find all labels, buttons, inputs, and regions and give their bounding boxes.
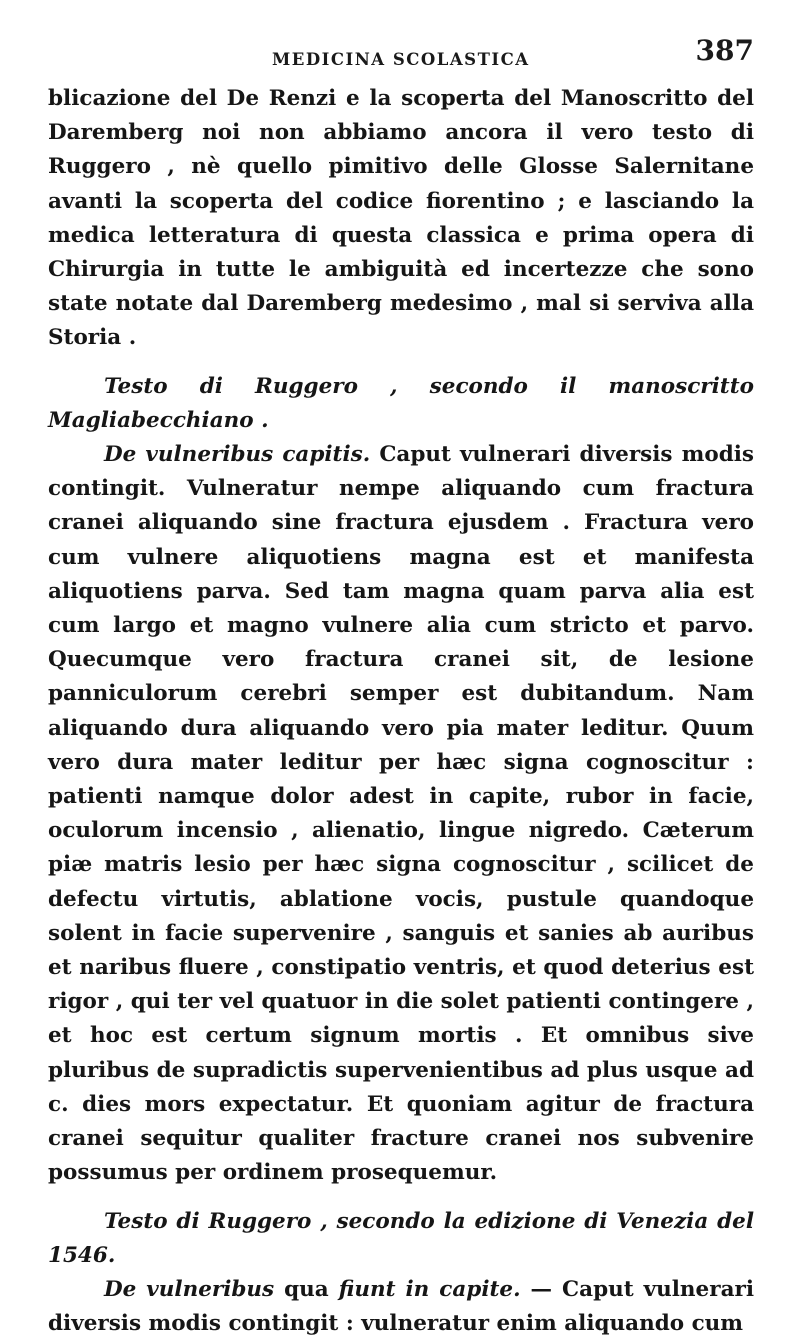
paragraph-1: blicazione del De Renzi e la scoperta del Manoscritto del Daremberg noi non abbiamo ancora il vero testo di Ruggero , nè quello pimitivo delle Glosse Salernitane avanti la scoperta del codice fiorentino ; e lasciando la medica letteratura di questa classica e prima opera di Chirurgia in tutte le ambiguità ed incertezze che sono state notate dal Daremberg medesimo , mal si serviva alla Storia .	[48, 86, 754, 351]
paragraph-3-text: — Caput vulnerari diversis modis contingit : vulneratur enim aliquando cum	[48, 1276, 754, 1337]
book-page	[48, 32, 754, 1337]
paragraph-2-text: Caput vulnerari diversis modis contingit. Vulneratur nempe aliquando cum fractura cranei aliquando sine fractura ejusdem . Fractura vero cum vulnere aliquotiens magna est et manifesta aliquotiens parva. Sed tam magna quam parva alia est cum largo et magno vulnere alia cum stricto et parvo. Quecumque vero fractura cranei sit, de lesione panniculorum cerebri semper est dubitandum. Nam aliquando dura aliquando vero pia mater leditur. Quum vero dura mater leditur per hæc signa cognoscitur : patienti namque dolor adest in capite, rubor in facie, oculorum incensio , alienatio, lingue nigredo. Cæterum piæ matris lesio per hæc signa cognoscitur , scilicet de defectu virtutis, ablatione vocis, pustule quandoque solent in facie supervenire , sanguis et sanies ab auribus et naribus fluere , constipatio ventris, et quod deterius est rigor , qui ter vel quatuor in die solet patienti contingere , et hoc est certum signum mortis . Et omnibus sive pluribus de supradictis supervenientibus ad plus usque ad c. dies mors expectatur. Et quoniam agitur de fractura cranei sequitur qualiter fracture cranei nos subvenire possumus per ordinem prosequemur.	[48, 442, 754, 1186]
paragraph-3-word: qua	[274, 1276, 339, 1302]
body-text	[48, 82, 754, 1341]
section-heading-magliabecchiano: Testo di Ruggero , secondo il manoscritto Magliabecchiano .	[48, 373, 754, 433]
paragraph-3-title-b: fiunt in capite.	[338, 1276, 521, 1302]
page-header	[48, 32, 754, 82]
running-head: MEDICINA SCOLASTICA	[272, 50, 530, 69]
paragraph-3-title-a: De vulneribus	[104, 1276, 275, 1302]
page-number: 387	[695, 34, 754, 67]
paragraph-2-title: De vulneribus capitis.	[104, 442, 371, 468]
paragraph-2	[48, 438, 754, 1190]
paragraph-3	[48, 1273, 754, 1341]
section-heading-venezia: Testo di Ruggero , secondo la edizione di Venezia del 1546.	[48, 1208, 754, 1268]
